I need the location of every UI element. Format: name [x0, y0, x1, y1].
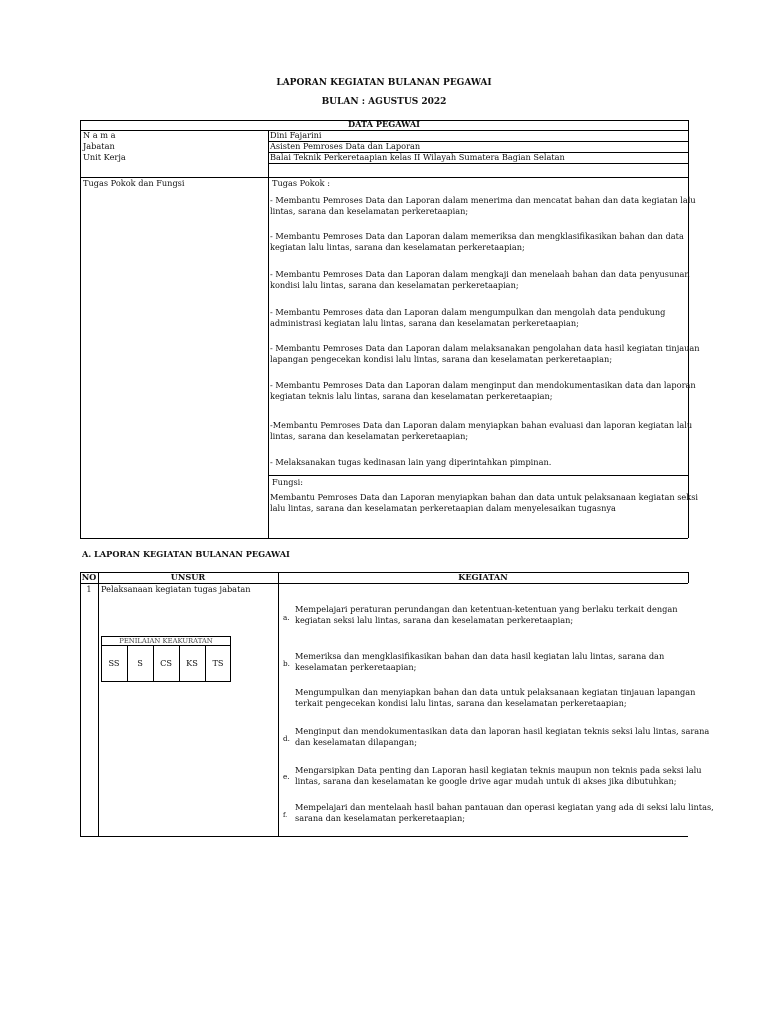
penilaian-option-cs[interactable]: CS [160, 658, 172, 668]
label-unit-kerja: Unit Kerja [83, 152, 126, 162]
tugas-item-line: lintas, sarana dan keselamatan perkeretaapian; [270, 206, 469, 216]
tugas-item-line: - Membantu Pemroses Data dan Laporan dalam melaksanakan pengolahan data hasil kegiatan tinjauan [270, 343, 700, 353]
kegiatan-line: Mempelajari dan mentelaah hasil bahan pantauan dan operasi kegiatan yang ada di seksi lalu lintas, [295, 802, 714, 812]
fungsi-line: lalu lintas, sarana dan keselamatan perkeretaapian dalam menyelesaikan tugasnya [270, 503, 616, 513]
label-nama: N a m a [83, 130, 116, 140]
penilaian-title: PENILAIAN KEAKURATAN [119, 637, 213, 645]
tugas-item-line: - Membantu Pemroses data dan Laporan dalam mengumpulkan dan mengolah data pendukung [270, 307, 666, 317]
tugas-item-line: - Membantu Pemroses Data dan Laporan dalam menerima dan mencatat bahan dan data kegiatan lalu [270, 195, 696, 205]
kegiatan-line: Mengumpulkan dan menyiapkan bahan dan data untuk pelaksanaan kegiatan tinjauan lapangan [295, 687, 696, 697]
data-pegawai-header: DATA PEGAWAI [347, 119, 421, 129]
report-month: BULAN : AGUSTUS 2022 [321, 97, 447, 107]
kegiatan-line: lintas, sarana dan keselamatan ke google drive agar mudah untuk di akses jika dibutuhkan; [295, 776, 677, 786]
section-a-title: A. LAPORAN KEGIATAN BULANAN PEGAWAI [82, 549, 290, 559]
kegiatan-line: sarana dan keselamatan perkeretaapian; [295, 813, 466, 823]
kegiatan-marker: e. [283, 772, 290, 781]
kegiatan-marker: d. [283, 734, 290, 743]
report-title: LAPORAN KEGIATAN BULANAN PEGAWAI [276, 78, 492, 88]
header-unsur: UNSUR [170, 572, 206, 582]
tugas-item-line: - Melaksanakan tugas kedinasan lain yang diperintahkan pimpinan. [270, 457, 552, 467]
tugas-item-line: kondisi lalu lintas, sarana dan keselamatan perkeretaapian; [270, 280, 519, 290]
tugas-item-line: - Membantu Pemroses Data dan Laporan dalam menginput dan mendokumentasikan data dan laporan [270, 380, 696, 390]
value-unit-kerja: Balai Teknik Perkeretaapian kelas II Wilayah Sumatera Bagian Selatan [270, 152, 565, 162]
kegiatan-marker: a. [283, 613, 290, 622]
tugas-item-line: -Membantu Pemroses Data dan Laporan dalam menyiapkan bahan evaluasi dan laporan kegiatan lalu [270, 420, 693, 430]
kegiatan-line: Menginput dan mendokumentasikan data dan laporan hasil kegiatan teknis seksi lalu lintas, sarana [295, 726, 710, 736]
penilaian-option-ts[interactable]: TS [212, 658, 224, 668]
label-jabatan: Jabatan [83, 141, 115, 151]
tugas-item-line: lintas, sarana dan keselamatan perkeretaapian; [270, 431, 469, 441]
kegiatan-line: Mengarsipkan Data penting dan Laporan hasil kegiatan teknis maupun non teknis pada seksi lalu [295, 765, 702, 775]
kegiatan-line: Mempelajari peraturan perundangan dan ketentuan-ketentuan yang berlaku terkait dengan [295, 604, 678, 614]
tugas-pokok-title: Tugas Pokok : [272, 178, 330, 188]
tugas-item-line: - Membantu Pemroses Data dan Laporan dalam mengkaji dan menelaah bahan dan data penyusunan [270, 269, 690, 279]
kegiatan-line: keselamatan perkeretaapian; [295, 662, 417, 672]
kegiatan-marker: f. [283, 811, 288, 819]
kegiatan-line: Memeriksa dan mengklasifikasikan bahan dan data hasil kegiatan lalu lintas, sarana dan [295, 651, 665, 661]
label-tugas-pokok-fungsi: Tugas Pokok dan Fungsi [83, 178, 185, 188]
value-nama: Dini Fajarini [270, 130, 322, 140]
row-number: 1 [86, 584, 92, 594]
kegiatan-line: kegiatan seksi lalu lintas, sarana dan keselamatan perkeretaapian; [295, 615, 574, 625]
unsur-text: Pelaksanaan kegiatan tugas jabatan [101, 584, 251, 594]
fungsi-title: Fungsi: [272, 477, 304, 487]
header-kegiatan: KEGIATAN [458, 572, 508, 582]
fungsi-line: Membantu Pemroses Data dan Laporan menyiapkan bahan dan data untuk pelaksanaan kegiatan seksi [270, 492, 699, 502]
penilaian-option-s[interactable]: S [137, 658, 143, 668]
kegiatan-line: terkait pengecekan kondisi lalu lintas, sarana dan keselamatan perkeretaapian; [295, 698, 627, 708]
value-jabatan: Asisten Pemroses Data dan Laporan [270, 141, 421, 151]
tugas-item-line: kegiatan lalu lintas, sarana dan keselamatan perkeretaapian; [270, 242, 525, 252]
tugas-item-line: lapangan pengecekan kondisi lalu lintas, sarana dan keselamatan perkeretaapian; [270, 354, 613, 364]
penilaian-option-ss[interactable]: SS [108, 658, 120, 668]
kegiatan-marker: b. [283, 659, 290, 668]
penilaian-option-ks[interactable]: KS [186, 658, 198, 668]
tugas-item-line: - Membantu Pemroses Data dan Laporan dalam memeriksa dan mengklasifikasikan bahan dan data [270, 231, 684, 241]
tugas-item-line: kegiatan teknis lalu lintas, sarana dan keselamatan perkeretaapian; [270, 391, 553, 401]
header-no: NO [81, 572, 97, 582]
tugas-item-line: administrasi kegiatan lalu lintas, sarana dan keselamatan perkeretaapian; [270, 318, 579, 328]
kegiatan-line: dan keselamatan dilapangan; [295, 737, 417, 747]
